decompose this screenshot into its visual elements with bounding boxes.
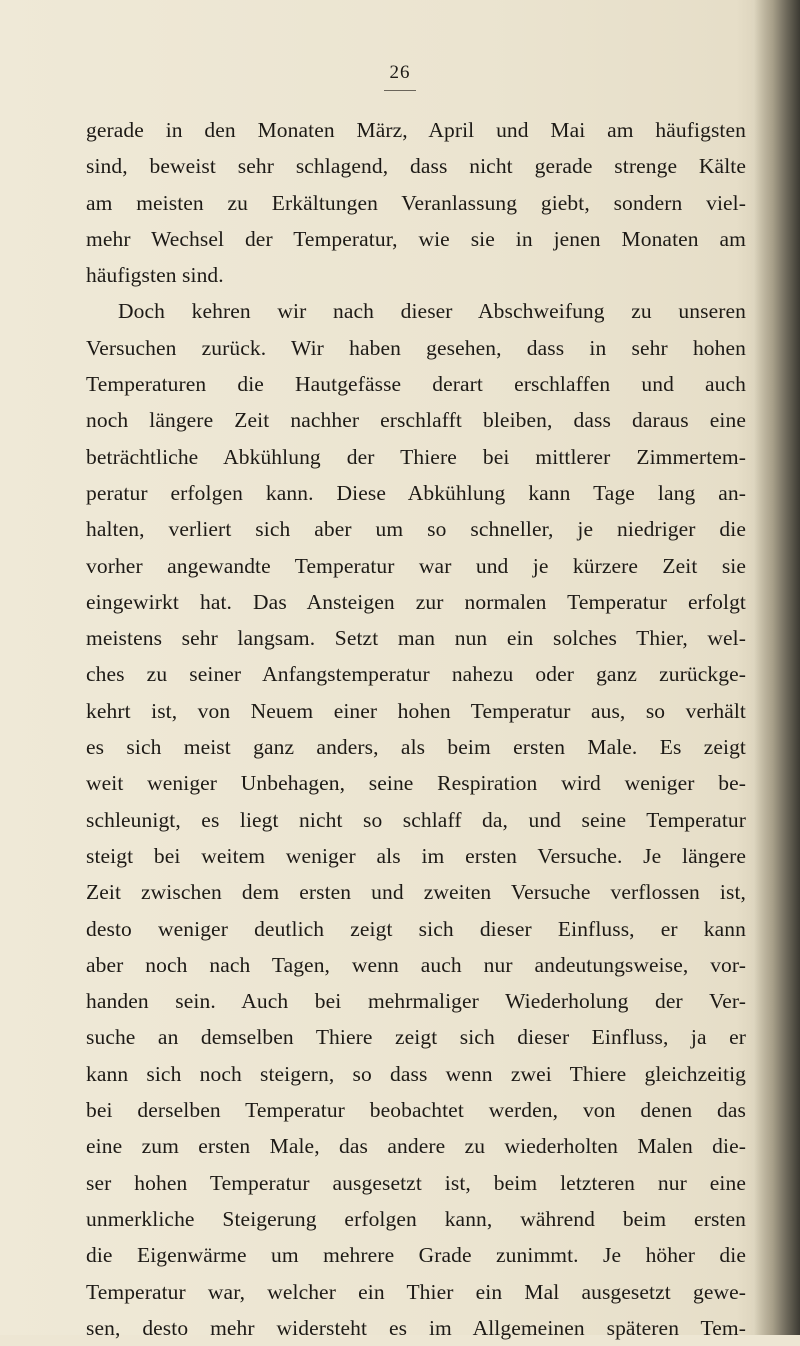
text-line: bei derselben Temperatur beobachtet werden, von denen das: [86, 1098, 746, 1123]
text-line: häufigsten sind.: [86, 263, 224, 288]
text-line: steigt bei weitem weniger als im ersten Versuche. Je längere: [86, 843, 746, 868]
text-line: die Eigenwärme um mehrere Grade zunimmt. Je höher die: [86, 1243, 746, 1268]
text-line: Temperatur war, welcher ein Thier ein Mal ausgesetzt gewe-: [86, 1279, 746, 1304]
text-line: gerade in den Monaten März, April und Mai am häufigsten: [86, 118, 746, 142]
page-number-rule: [384, 90, 416, 91]
text-line: ser hohen Temperatur ausgesetzt ist, beim letzteren nur eine: [86, 1170, 746, 1195]
text-line: schleunigt, es liegt nicht so schlaff da, und seine Temperatur: [86, 807, 746, 832]
text-line: handen sein. Auch bei mehrmaliger Wiederholung der Ver-: [86, 989, 746, 1014]
text-line: halten, verliert sich aber um so schneller, je niedriger die: [86, 517, 746, 542]
text-line: Versuchen zurück. Wir haben gesehen, dass in sehr hohen: [86, 335, 746, 360]
text-line: Temperaturen die Hautgefässe derart erschlaffen und auch: [86, 372, 746, 397]
text-line: desto weniger deutlich zeigt sich dieser Einfluss, er kann: [86, 916, 746, 941]
text-line: suche an demselben Thiere zeigt sich dieser Einfluss, ja er: [86, 1025, 746, 1050]
text-line: ches zu seiner Anfangstemperatur nahezu oder ganz zurückge-: [86, 662, 746, 687]
text-line: noch längere Zeit nachher erschlafft bleiben, dass daraus eine: [86, 408, 746, 433]
text-line: eingewirkt hat. Das Ansteigen zur normalen Temperatur erfolgt: [86, 589, 746, 614]
text-line: sind, beweist sehr schlagend, dass nicht gerade strenge Kälte: [86, 154, 746, 179]
text-line: peratur erfolgen kann. Diese Abkühlung kann Tage lang an-: [86, 480, 746, 505]
text-line: mehr Wechsel der Temperatur, wie sie in jenen Monaten am: [86, 226, 746, 251]
text-line: kehrt ist, von Neuem einer hohen Temperatur aus, so verhält: [86, 698, 746, 723]
text-line: kann sich noch steigern, so dass wenn zwei Thiere gleichzeitig: [86, 1061, 746, 1086]
text-line: vorher angewandte Temperatur war und je kürzere Zeit sie: [86, 553, 746, 578]
text-line: unmerkliche Steigerung erfolgen kann, während beim ersten: [86, 1206, 746, 1231]
page-number: 26: [389, 62, 411, 83]
text-line: Doch kehren wir nach dieser Abschweifung zu unseren: [118, 299, 746, 324]
body-text: [86, 112, 746, 1346]
text-line: es sich meist ganz anders, als beim ersten Male. Es zeigt: [86, 735, 746, 760]
text-line: Zeit zwischen dem ersten und zweiten Versuche verflossen ist,: [86, 880, 746, 905]
text-line: am meisten zu Erkältungen Veranlassung giebt, sondern viel-: [86, 190, 746, 215]
text-line: aber noch nach Tagen, wenn auch nur andeutungsweise, vor-: [86, 952, 746, 977]
text-line: weit weniger Unbehagen, seine Respiration wird weniger be-: [86, 771, 746, 796]
text-line: sen, desto mehr widersteht es im Allgemeinen späteren Tem-: [86, 1315, 746, 1340]
text-line: meistens sehr langsam. Setzt man nun ein solches Thier, wel-: [86, 626, 746, 651]
page-edge-shadow: [754, 0, 800, 1335]
text-line: eine zum ersten Male, das andere zu wiederholten Malen die-: [86, 1134, 746, 1159]
text-line: beträchtliche Abkühlung der Thiere bei mittlerer Zimmertem-: [86, 444, 746, 469]
